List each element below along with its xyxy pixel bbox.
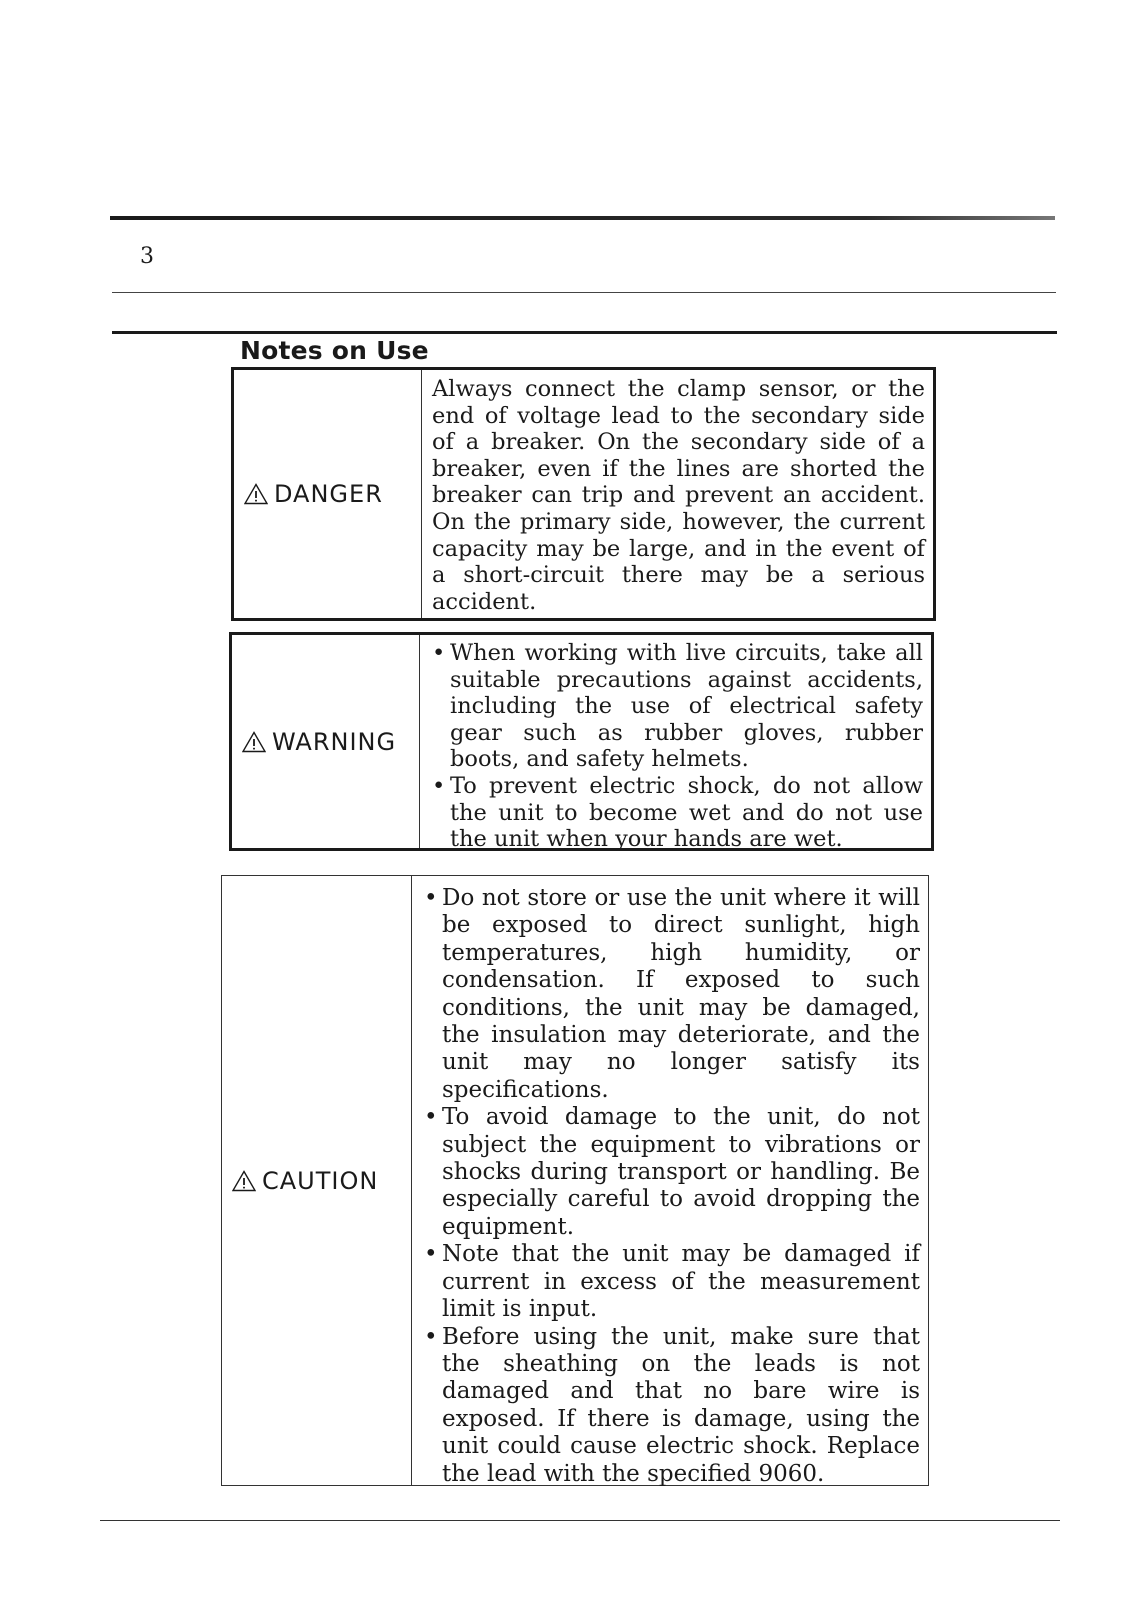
- list-item: • To prevent electric shock, do not allow the unit to become wet and do not use the unit when your hands are wet.: [430, 773, 923, 853]
- danger-text-cell: [422, 370, 933, 618]
- footer-rule: [100, 1520, 1060, 1521]
- warning-list: [430, 640, 923, 853]
- caution-notice: [221, 875, 929, 1486]
- warning-text-cell: [420, 635, 931, 853]
- section-rule: [112, 331, 1057, 334]
- list-item: • To avoid damage to the unit, do not subject the equipment to vibrations or shocks during transport or handling. Be especially careful to avoid dropping the equipment.: [422, 1104, 920, 1241]
- list-item: • Before using the unit, make sure that the sheathing on the leads is not damaged and that no bare wire is exposed. If there is damage, using the unit could cause electric shock. Replace the lead with the specified 9060.: [422, 1324, 920, 1488]
- section-title: Notes on Use: [240, 336, 429, 365]
- list-item: • Do not store or use the unit where it will be exposed to direct sunlight, high temperatures, high humidity, or condensation. If exposed to such conditions, the unit may be damaged, the insulation may deteriorate, and the unit may no longer satisfy its specifications.: [422, 885, 920, 1104]
- caution-text-cell: [412, 876, 928, 1485]
- warning-triangle-icon: [232, 1170, 256, 1192]
- warning-notice: [229, 632, 934, 851]
- header-rule: [110, 216, 1055, 220]
- page-number: 3: [140, 244, 154, 269]
- warning-triangle-icon: [242, 731, 266, 753]
- list-item: • When working with live circuits, take all suitable precautions against accidents, including the use of electrical safety gear such as rubber gloves, rubber boots, and safety helmets.: [430, 640, 923, 773]
- warning-label-cell: [232, 635, 420, 848]
- list-item: • Note that the unit may be damaged if current in excess of the measurement limit is input.: [422, 1241, 920, 1323]
- danger-text: Always connect the clamp sensor, or the end of voltage lead to the secondary side of a breaker. On the secondary side of a breaker, even if the lines are shorted the breaker can trip and prevent an accident. On the primary side, however, the current capacity may be large, and in the event of a short-circuit there may be a serious accident.: [432, 376, 925, 615]
- caution-label-cell: [222, 876, 412, 1485]
- page-number-rule: [112, 292, 1056, 293]
- warning-triangle-icon: [244, 483, 268, 505]
- danger-notice: [231, 367, 936, 621]
- warning-label: WARNING: [272, 727, 397, 756]
- caution-label: CAUTION: [262, 1166, 379, 1195]
- danger-label: DANGER: [274, 480, 383, 508]
- caution-list: [422, 885, 920, 1488]
- danger-label-cell: [234, 370, 422, 618]
